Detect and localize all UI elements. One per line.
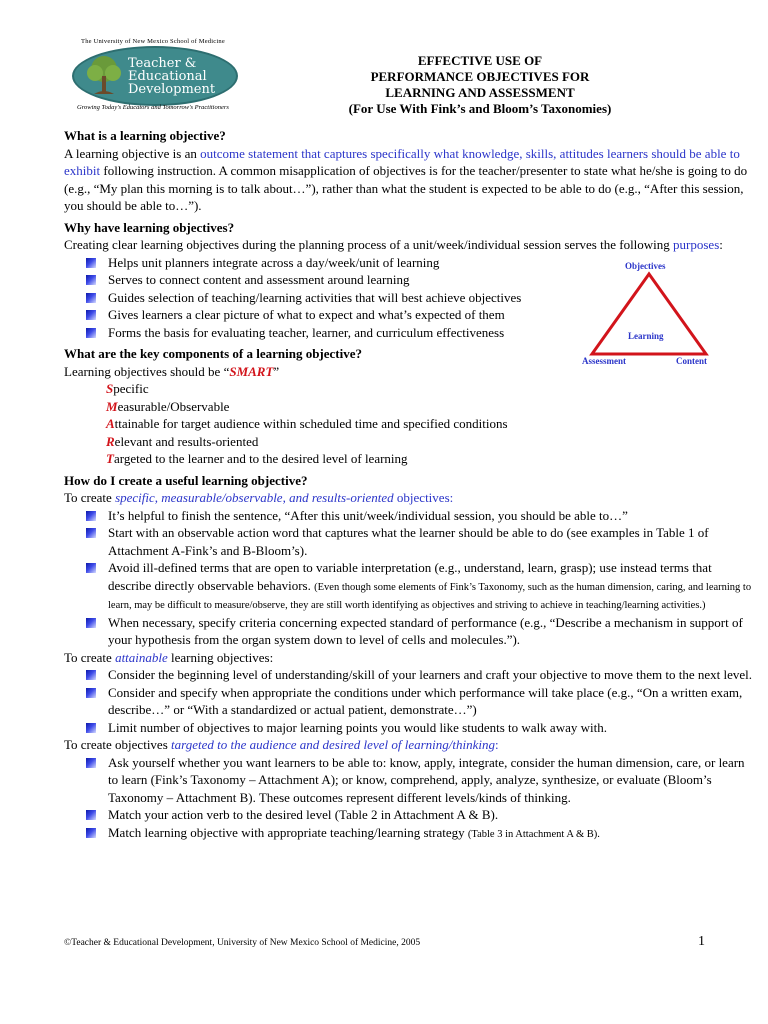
bullet-icon (86, 670, 96, 680)
smart-text: elevant and results-oriented (114, 433, 259, 449)
list-item (84, 559, 754, 614)
document-title (285, 53, 675, 117)
smart-item (106, 398, 754, 416)
smart-item (106, 415, 754, 433)
list-item (84, 824, 754, 843)
section-paragraph (64, 363, 754, 381)
list-item (84, 719, 754, 737)
bullet-icon (86, 688, 96, 698)
triangle-label-content: Content (676, 356, 707, 366)
bullet-icon (86, 723, 96, 733)
list-item-text: Match your action verb to the desired level (Table 2 in Attachment A & B). (108, 807, 499, 822)
smart-text: pecific (113, 381, 149, 396)
smart-letter: T (106, 451, 114, 466)
bullet-icon (86, 258, 96, 268)
title-line-2: PERFORMANCE OBJECTIVES FOR (370, 69, 590, 84)
title-line-3: LEARNING AND ASSESSMENT (385, 85, 575, 100)
bullet-icon (86, 563, 96, 573)
page-number: 1 (698, 934, 705, 949)
logo-name-line: Development (128, 82, 216, 97)
smart-text: easurable/Observable (117, 398, 230, 414)
targeted-objectives-list (64, 754, 754, 843)
smart-list (64, 380, 754, 468)
list-item (84, 271, 754, 289)
text-run: learning objectives: (167, 649, 274, 665)
list-item-note: (Table 3 in Attachment A & B). (467, 828, 600, 840)
smart-letter: A (106, 416, 115, 431)
text-run: To create (64, 649, 116, 665)
list-item (84, 684, 754, 719)
list-item-text: Guides selection of teaching/learning activities that will best achieve objectives (108, 289, 522, 305)
bullet-icon (86, 293, 96, 303)
text-run: To create (64, 490, 116, 505)
list-item-text: When necessary, specify criteria concerning expected standard of performance (e.g., “Describe a mechanism in support of your hypothesis from the organ system down to level of cells and molecules.”). (108, 614, 743, 647)
highlighted-text: attainable (115, 649, 168, 665)
highlighted-text: : (494, 737, 499, 752)
list-item (84, 324, 754, 342)
document-body (64, 127, 754, 842)
triangle-label-learning: Learning (628, 331, 664, 341)
list-item-text: Avoid ill-defined terms that are open to variable interpretation (e.g., understand, learn, grasp); use instead terms that describe directly observable behaviors. (108, 560, 712, 593)
highlighted-text: targeted to the audience and desired level of learning/thinking (171, 737, 495, 752)
list-item-text: It’s helpful to finish the sentence, “After this unit/week/individual session, you should be able to…” (108, 507, 628, 523)
text-run: A learning objective is an (64, 145, 201, 161)
section-heading: What are the key components of a learning objective? (64, 346, 363, 361)
list-item (84, 289, 754, 307)
section-heading: How do I create a useful learning objective? (64, 472, 308, 488)
text-run: : (719, 237, 723, 252)
bullet-icon (86, 618, 96, 628)
list-item (84, 614, 754, 649)
bullet-icon (86, 310, 96, 320)
title-line-4: (For Use With Fink’s and Bloom’s Taxonomies) (348, 101, 612, 116)
list-item-text: Gives learners a clear picture of what to expect and what’s expected of them (108, 307, 505, 322)
smart-letter: M (106, 398, 118, 414)
smart-text: ttainable for target audience within scheduled time and specified conditions (114, 416, 508, 431)
triangle-label-assessment: Assessment (582, 356, 626, 366)
highlighted-text: objectives: (393, 490, 454, 505)
smart-text: argeted to the learner and to the desired level of learning (113, 451, 408, 466)
specific-objectives-list (64, 507, 754, 649)
section-paragraph (64, 145, 754, 215)
triangle-label-objectives: Objectives (625, 261, 666, 271)
list-item (84, 524, 754, 559)
bullet-icon (86, 528, 96, 538)
bullet-icon (86, 511, 96, 521)
list-item-text: Start with an observable action word that captures what the learner should be able to do (see examples in Table 1 of Attachment A-Fink’s and B-Bloom’s). (108, 525, 709, 558)
highlighted-text: purposes (673, 237, 720, 252)
smart-letter: S (106, 381, 114, 396)
highlighted-text: specific, measurable/observable, and results-oriented (115, 490, 394, 505)
list-item (84, 754, 754, 807)
smart-item (106, 433, 754, 451)
bullet-icon (86, 810, 96, 820)
list-item (84, 254, 754, 272)
subsection-intro (64, 489, 754, 507)
list-item-text: Forms the basis for evaluating teacher, learner, and curriculum effectiveness (108, 324, 505, 340)
bullet-icon (86, 275, 96, 285)
bullet-icon (86, 758, 96, 768)
list-item-text: Limit number of objectives to major learning points you would like students to walk away with. (108, 719, 607, 735)
list-item-note: (Even though some elements of Fink’s Taxonomy, such as the human dimension, caring, and learning to learn, may be difficult to measure/observe, they are still worth identifying as objectives and striving to achieve in teaching/learning activities.) (108, 581, 752, 611)
subsection-intro (64, 649, 754, 667)
list-item-text: Helps unit planners integrate across a day/week/unit of learning (108, 254, 440, 270)
list-item (84, 666, 754, 684)
purposes-list (64, 254, 754, 342)
text-run: Creating clear learning objectives during the planning process of a unit/week/individual session serves the following (64, 237, 674, 252)
title-line-1: EFFECTIVE USE OF (417, 53, 543, 68)
text-run: following instruction. A common misapplication of objectives is for the teacher/presenter to state what he/she is going to do (e.g., “My plan this morning is to talk about…”), rather than what the student is expected to be able to do (e.g., “After this session, you should be able to…”). (64, 163, 748, 213)
smart-item (106, 380, 754, 398)
list-item-text: Match learning objective with appropriate teaching/learning strategy (108, 824, 468, 840)
smart-acronym: SMART (229, 363, 274, 379)
logo-university-text: The University of New Mexico School of Medicine (81, 38, 225, 45)
smart-item (106, 450, 754, 468)
list-item-text: Consider the beginning level of understanding/skill of your learners and craft your objective to move them to the next level. (108, 667, 753, 682)
logo-tagline: Growing Today's Educators and Tomorrow's Practitioners (77, 104, 229, 111)
bullet-icon (86, 328, 96, 338)
bullet-icon (86, 828, 96, 838)
text-run: ” (273, 363, 280, 379)
logo-name-line: Educational (128, 69, 207, 84)
section-paragraph (64, 236, 754, 254)
list-item (84, 507, 754, 525)
logo-name-line: Teacher & (128, 56, 197, 71)
text-run: To create objectives (64, 737, 172, 752)
footer-copyright: ©Teacher & Educational Development, University of New Mexico School of Medicine, 2005 (64, 938, 421, 948)
list-item (84, 306, 754, 324)
text-run: Learning objectives should be “ (64, 363, 230, 379)
list-item-text: Ask yourself whether you want learners to be able to: know, apply, integrate, consider the human dimension, care, or learn to learn (Fink’s Taxonomy – Attachment A); or know, comprehend, apply, analyze, synthesize, or evaluate (Bloom’s Taxonomy – Attachment B). These outcomes represent different levels/kinds of thinking. (108, 754, 745, 805)
ted-logo (68, 38, 238, 114)
section-heading: What is a learning objective? (64, 128, 226, 143)
logo-name (128, 57, 232, 96)
section-heading: Why have learning objectives? (64, 219, 235, 235)
list-item (84, 806, 754, 824)
tree-icon (84, 54, 124, 98)
subsection-intro (64, 736, 754, 754)
smart-letter: R (106, 433, 115, 449)
highlighted-text: outcome statement that captures specifically what knowledge, skills, attitudes learners should be able to exhibit (64, 145, 740, 178)
attainable-objectives-list (64, 666, 754, 736)
list-item-text: Serves to connect content and assessment around learning (108, 272, 410, 287)
logo-oval (72, 46, 238, 106)
list-item-text: Consider and specify when appropriate the conditions under which performance will take place (e.g., “On a written exam, describe…” or “With a standardized or actual patient, demonstrate…”) (108, 684, 743, 717)
